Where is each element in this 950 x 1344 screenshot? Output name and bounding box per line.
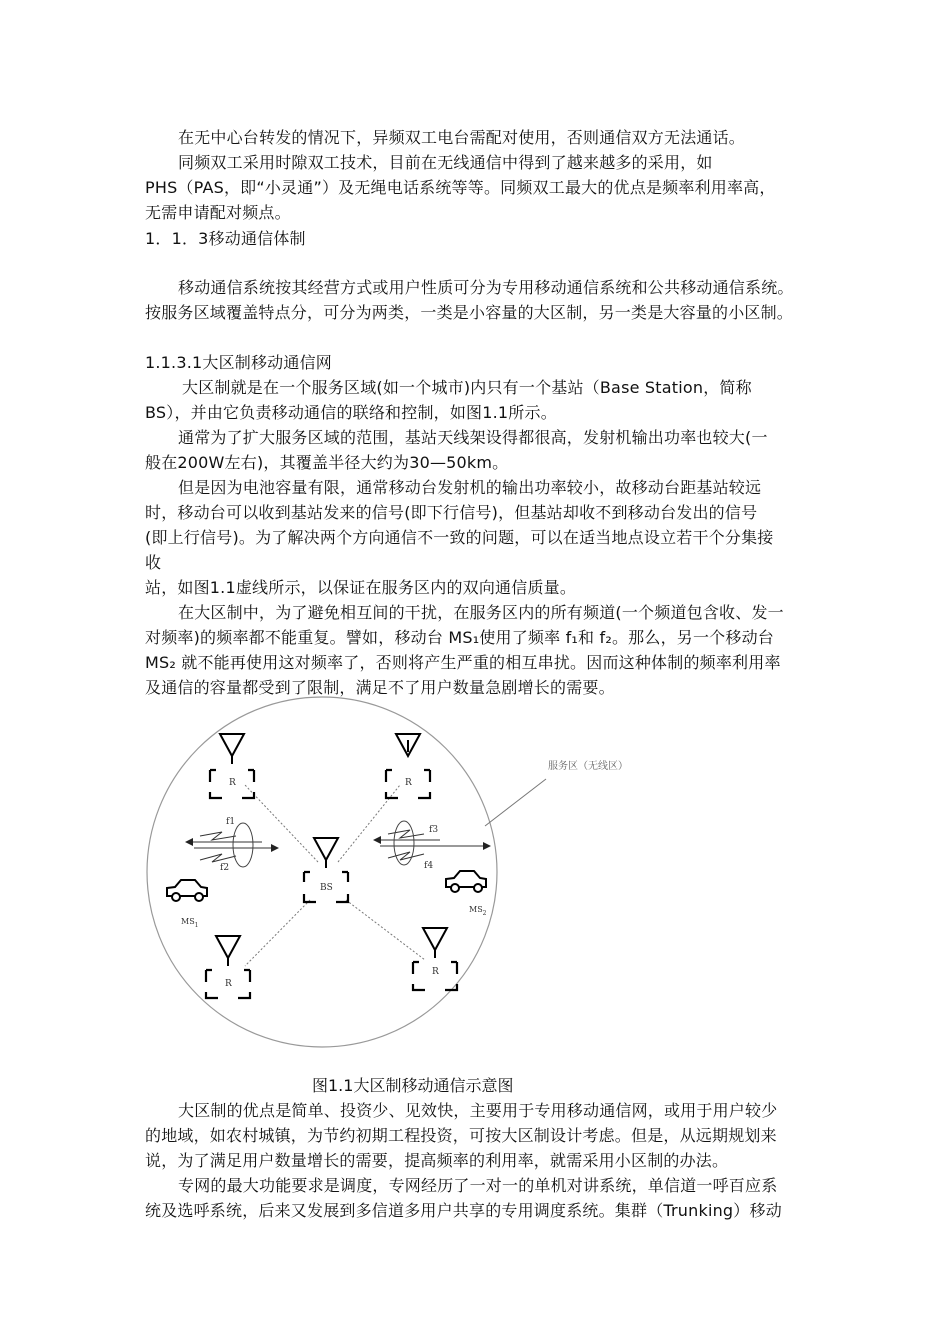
paragraph-line: 的地域，如农村城镇，为节约初期工程投资，可按大区制设计考虑。但是，从远期规划来 [145,1126,777,1145]
paragraph-line: 大区制就是在一个服务区域(如一个城市)内只有一个基站（Base Station，简称 [182,378,752,397]
base-station-icon [304,838,348,902]
car-icon [167,880,207,901]
paragraph-line: MS₂ 就不能再使用这对频率了，否则将产生严重的相互串扰。因而这种体制的频率利用率 [145,653,781,672]
paragraph-line: 般在200W左右)，其覆盖半径大约为30—50km。 [145,453,509,472]
freq-label-f2: f2 [220,863,230,873]
freq-label-f1: f1 [226,817,236,827]
svg-text:BS: BS [320,883,333,893]
paragraph-line: 在无中心台转发的情况下，异频双工电台需配对使用，否则通信双方无法通话。 [178,128,746,147]
paragraph-line: 站，如图1.1虚线所示，以保证在服务区内的双向通信质量。 [145,578,577,597]
figure-large-zone-network [140,695,660,1055]
mobile-label-ms2: $MS_2$ [469,905,487,917]
paragraph-line: 对频率)的频率都不能重复。譬如，移动台 MS₁使用了频率 f₁和 f₂。那么，另一个移动台 [145,628,774,647]
service-area-circle [147,697,497,1047]
repeater-station-icon [210,734,254,798]
repeater-station-icon [386,734,430,798]
paragraph-line: 无需申请配对频点。 [145,203,291,222]
diversity-links [245,785,425,966]
svg-text:R: R [432,967,439,977]
repeater-station-icon [206,936,250,998]
svg-text:R: R [405,778,412,788]
svg-text:R: R [229,778,236,788]
paragraph-line: 在大区制中，为了避免相互间的干扰，在服务区内的所有频道(一个频道包含收、发一 [178,603,784,622]
paragraph-line: 但是因为电池容量有限，通常移动台发射机的输出功率较小，故移动台距基站较远 [178,478,762,497]
paragraph-line: 时，移动台可以收到基站发来的信号(即下行信号)，但基站却收不到移动台发出的信号 [145,503,758,522]
radio-link-left [186,823,278,867]
mobile-label-ms1: $MS_1$ [181,917,199,929]
freq-label-f3: f3 [429,825,439,835]
repeater-station-icon [413,928,457,990]
paragraph-line: 说，为了满足用户数量增长的需要，提高频率的利用率，就需采用小区制的办法。 [145,1151,729,1170]
paragraph-line: 移动通信系统按其经营方式或用户性质可分为专用移动通信系统和公共移动通信系统。 [178,278,794,297]
subsection-heading: 1.1.3.1大区制移动通信网 [145,353,332,372]
paragraph-line: 统及选呼系统，后来又发展到多信道多用户共享的专用调度系统。集群（Trunking）移动 [145,1201,782,1220]
car-icon [446,871,486,892]
section-heading: 1．1．3移动通信体制 [145,229,306,248]
paragraph-line: 通常为了扩大服务区域的范围，基站天线架设得都很高，发射机输出功率也较大(一 [178,428,768,447]
paragraph-line: 同频双工采用时隙双工技术，目前在无线通信中得到了越来越多的采用，如 [178,153,713,172]
paragraph-line: (即上行信号)。为了解决两个方向通信不一致的问题，可以在适当地点设立若干个分集接 [145,528,774,547]
paragraph-line: 按服务区域覆盖特点分，可分为两类，一类是小容量的大区制，另一类是大容量的小区制。 [145,303,794,322]
paragraph-line: 专网的最大功能要求是调度，专网经历了一对一的单机对讲系统，单信道一呼百应系 [178,1176,778,1195]
svg-text:R: R [225,979,232,989]
paragraph-line: BS），并由它负责移动通信的联络和控制，如图1.1所示。 [145,403,557,422]
freq-label-f4: f4 [424,861,434,871]
figure-caption: 图1.1大区制移动通信示意图 [312,1076,514,1095]
paragraph-line: 大区制的优点是简单、投资少、见效快，主要用于专用移动通信网，或用于用户较少 [178,1101,778,1120]
service-area-label: 服务区（无线区） [548,761,628,772]
paragraph-line: PHS（PAS，即“小灵通”）及无绳电话系统等等。同频双工最大的优点是频率利用率高， [145,178,776,197]
paragraph-line: 及通信的容量都受到了限制，满足不了用户数量急剧增长的需要。 [145,678,615,697]
paragraph-line: 收 [145,553,162,572]
service-area-pointer [485,779,546,826]
